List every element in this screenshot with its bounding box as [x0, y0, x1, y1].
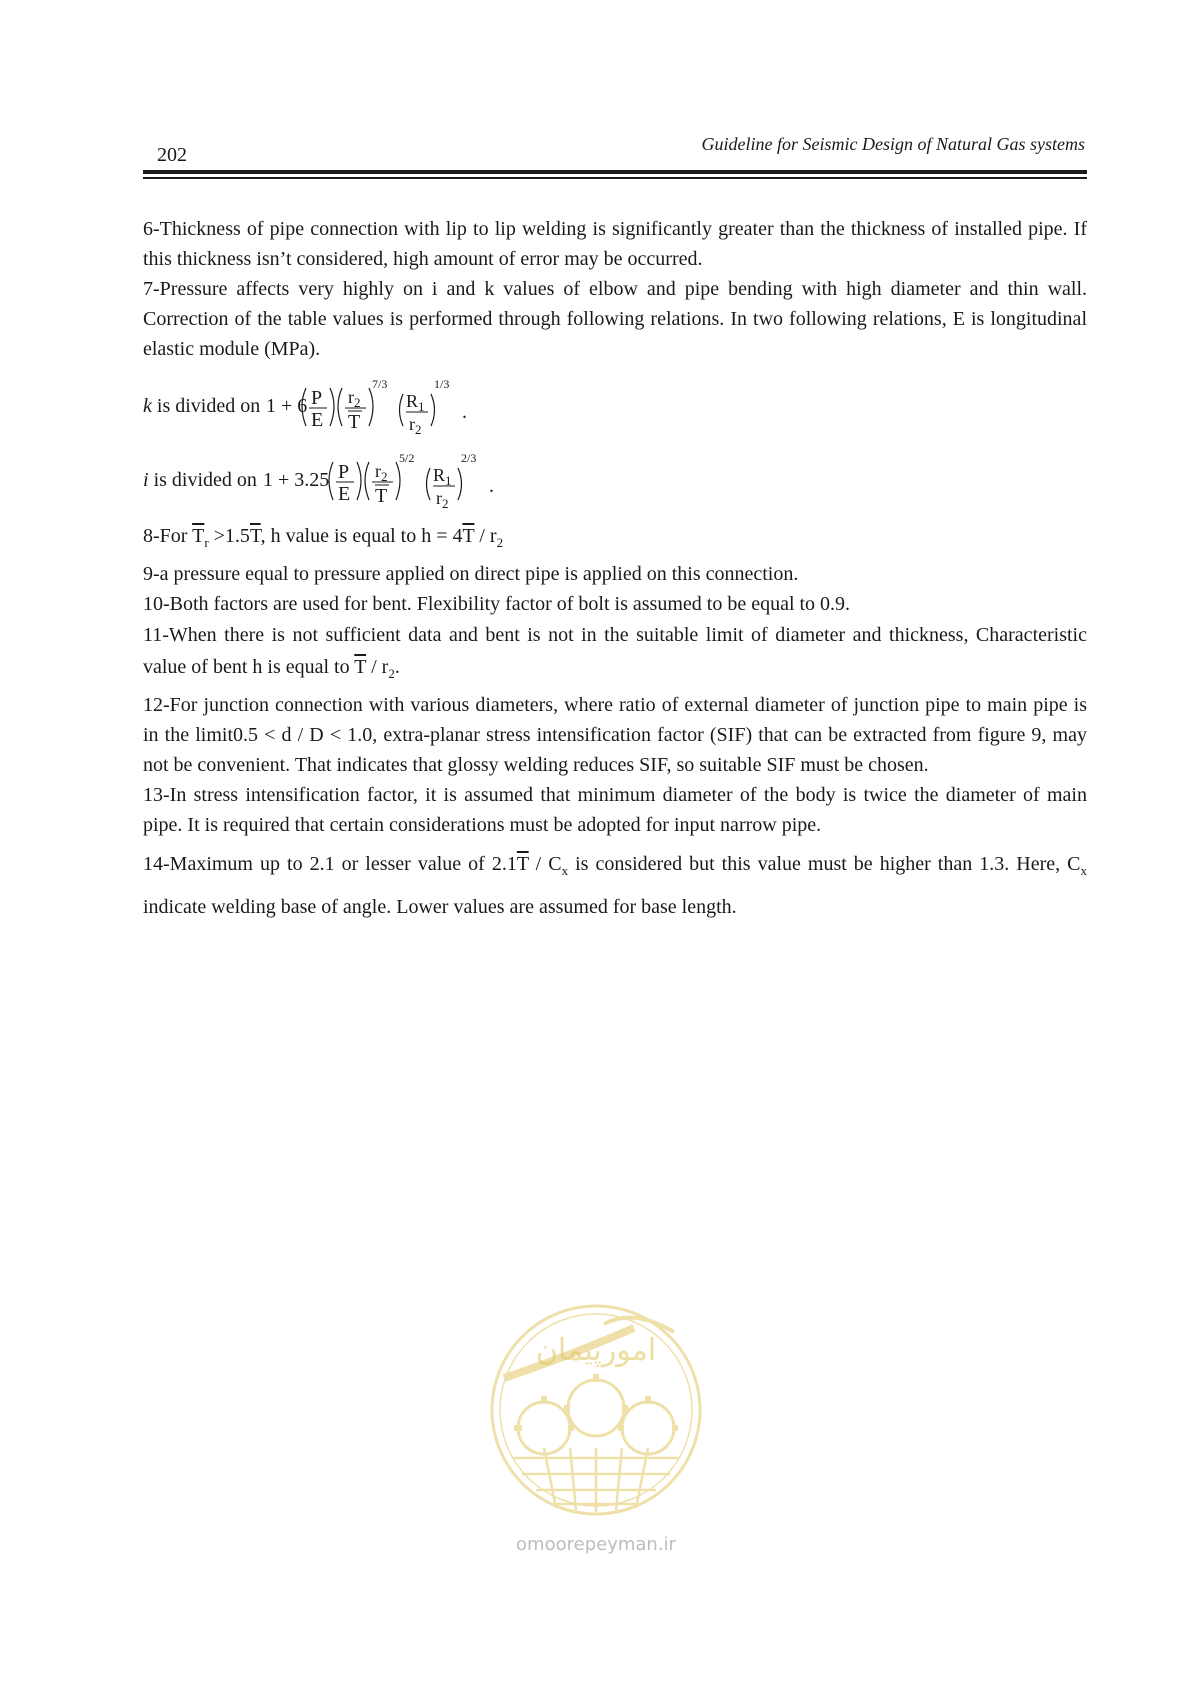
svg-text:E: E	[337, 483, 351, 505]
svg-text:r2: $r_2$	[435, 488, 449, 511]
body-text	[143, 214, 1087, 925]
paragraph-10: 10-Both factors are used for bent. Flexibility factor of bolt is assumed to be equal to 0.9.	[143, 593, 851, 615]
svg-text:2/3: 2/3	[460, 451, 477, 465]
svg-text:T: T	[348, 411, 361, 433]
i-equation-lead: i is divided on	[143, 469, 257, 491]
svg-text:E: E	[311, 409, 324, 431]
svg-text:.: .	[488, 475, 494, 497]
paragraph-9: 9-a pressure equal to pressure applied on direct pipe is applied on this connection.	[143, 563, 799, 585]
svg-text:امورپیمان: امورپیمان	[535, 1333, 657, 1368]
svg-text:5/2: 5/2	[398, 451, 415, 465]
paragraph-11: 11-When there is not sufficient data and bent is not in the suitable limit of diameter and thickness, Characteristic value of bent h is equal to $\overline{T} / r_2$.	[143, 624, 1087, 681]
svg-text:1 + 6: 1 + 6	[266, 395, 308, 417]
svg-text:T: T	[374, 485, 388, 507]
paragraph-7: 7-Pressure affects very highly on i and k values of elbow and pipe bending with high diameter and thin wall. Correction of the table values is performed through following relations. In two following relations, E is longitudinal elastic module (MPa).	[143, 278, 1087, 360]
paragraph-8: 8-For $\overline{T}_r >1.5\overline{T}$, h value is equal to $h = 4\overline{T} / r_2$	[143, 525, 504, 550]
header-rule-thick	[143, 170, 1087, 174]
svg-text:1 + 3.25: 1 + 3.25	[262, 469, 330, 491]
paragraph-6: 6-Thickness of pipe connection with lip to lip welding is significantly greater than the thickness of installed pipe. If this thickness isn’t considered, high amount of error may be occurred.	[143, 218, 1087, 270]
paragraph-13: 13-In stress intensification factor, it is assumed that minimum diameter of the body is twice the diameter of main pipe. It is required that certain considerations must be adopted for input narrow pipe.	[143, 784, 1087, 836]
svg-text:r2: $r_2$	[374, 461, 388, 484]
i-formula	[263, 448, 503, 512]
header-rule-thin	[143, 177, 1087, 179]
watermark-logo	[484, 1298, 708, 1598]
svg-text:R1: $R_1$	[432, 465, 452, 488]
svg-text:.: .	[462, 401, 468, 423]
svg-text:7/3: 7/3	[372, 377, 388, 391]
paragraph-14: 14-Maximum up to 2.1 or lesser value of $2.1\overline{T} / C_x$ is considered but this value must be higher than 1.3. Here, $C_x$ indicate welding base of angle. Lower values are assumed for base length.	[143, 853, 1087, 918]
page-number: 202	[157, 144, 187, 166]
watermark-emblem-icon	[484, 1298, 708, 1598]
k-equation-lead: k is divided on	[143, 395, 261, 417]
i-correction-equation	[143, 448, 1087, 512]
k-formula	[266, 374, 486, 438]
svg-text:P: P	[311, 387, 323, 409]
k-correction-equation	[143, 374, 1087, 438]
running-title: Guideline for Seismic Design of Natural Gas systems	[701, 134, 1085, 154]
svg-text:r2: $r_2$	[348, 387, 361, 410]
paragraph-12: 12-For junction connection with various diameters, where ratio of external diameter of junction pipe to main pipe is in the limit0.5 < d / D < 1.0, extra-planar stress intensification factor (SIF) that can be extracted from figure 9, may not be convenient. That indicates that glossy welding reduces SIF, so suitable SIF must be chosen.	[143, 694, 1087, 776]
watermark-site: omoorepeyman.ir	[516, 1534, 676, 1555]
svg-text:P: P	[337, 461, 350, 483]
svg-text:R1: $R_1$	[406, 391, 425, 414]
svg-text:r2: $r_2$	[409, 414, 422, 437]
page-header	[143, 134, 1087, 174]
svg-text:1/3: 1/3	[434, 377, 450, 391]
